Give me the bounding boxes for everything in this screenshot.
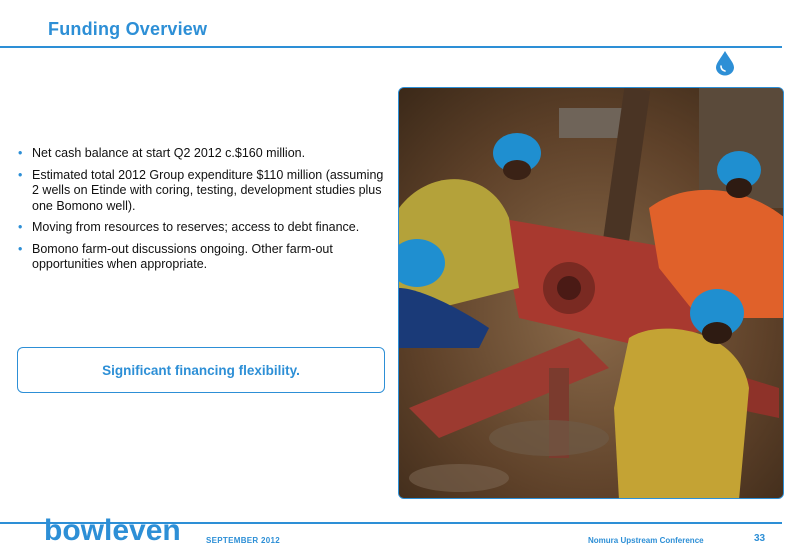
bullet-item: • Moving from resources to reserves; access to debt finance. <box>18 220 360 234</box>
bullet-marker: • <box>18 146 23 160</box>
callout-text: Significant financing flexibility. <box>102 362 300 378</box>
bullet-item: • Bomono farm-out discussions ongoing. Other farm-out opportunities when appropriate. <box>18 241 333 271</box>
page-title: Funding Overview <box>48 19 208 39</box>
bullet-marker: • <box>18 241 23 256</box>
svg-text:bowleven: bowleven <box>44 514 181 547</box>
page-number: 33 <box>754 533 766 544</box>
photo-illustration <box>399 88 784 499</box>
bullet-item: • Estimated total 2012 Group expenditure $110 million (assuming 2 wells on Etinde with coring, testing, development studies plus one Bomono well). <box>18 167 384 213</box>
bullet-list <box>18 146 388 279</box>
callout-box <box>17 347 385 393</box>
bullet-item: • Net cash balance at start Q2 2012 c.$160 million. <box>18 146 306 160</box>
bullet-marker: • <box>18 220 23 234</box>
header-divider <box>0 46 782 48</box>
water-drop-icon <box>714 50 736 76</box>
footer-date: SEPTEMBER 2012 <box>206 536 281 545</box>
bowleven-logo <box>44 510 204 548</box>
bullet-marker: • <box>18 167 23 182</box>
footer-conference: Nomura Upstream Conference <box>588 536 704 545</box>
drilling-rig-workers-photo <box>398 87 784 499</box>
